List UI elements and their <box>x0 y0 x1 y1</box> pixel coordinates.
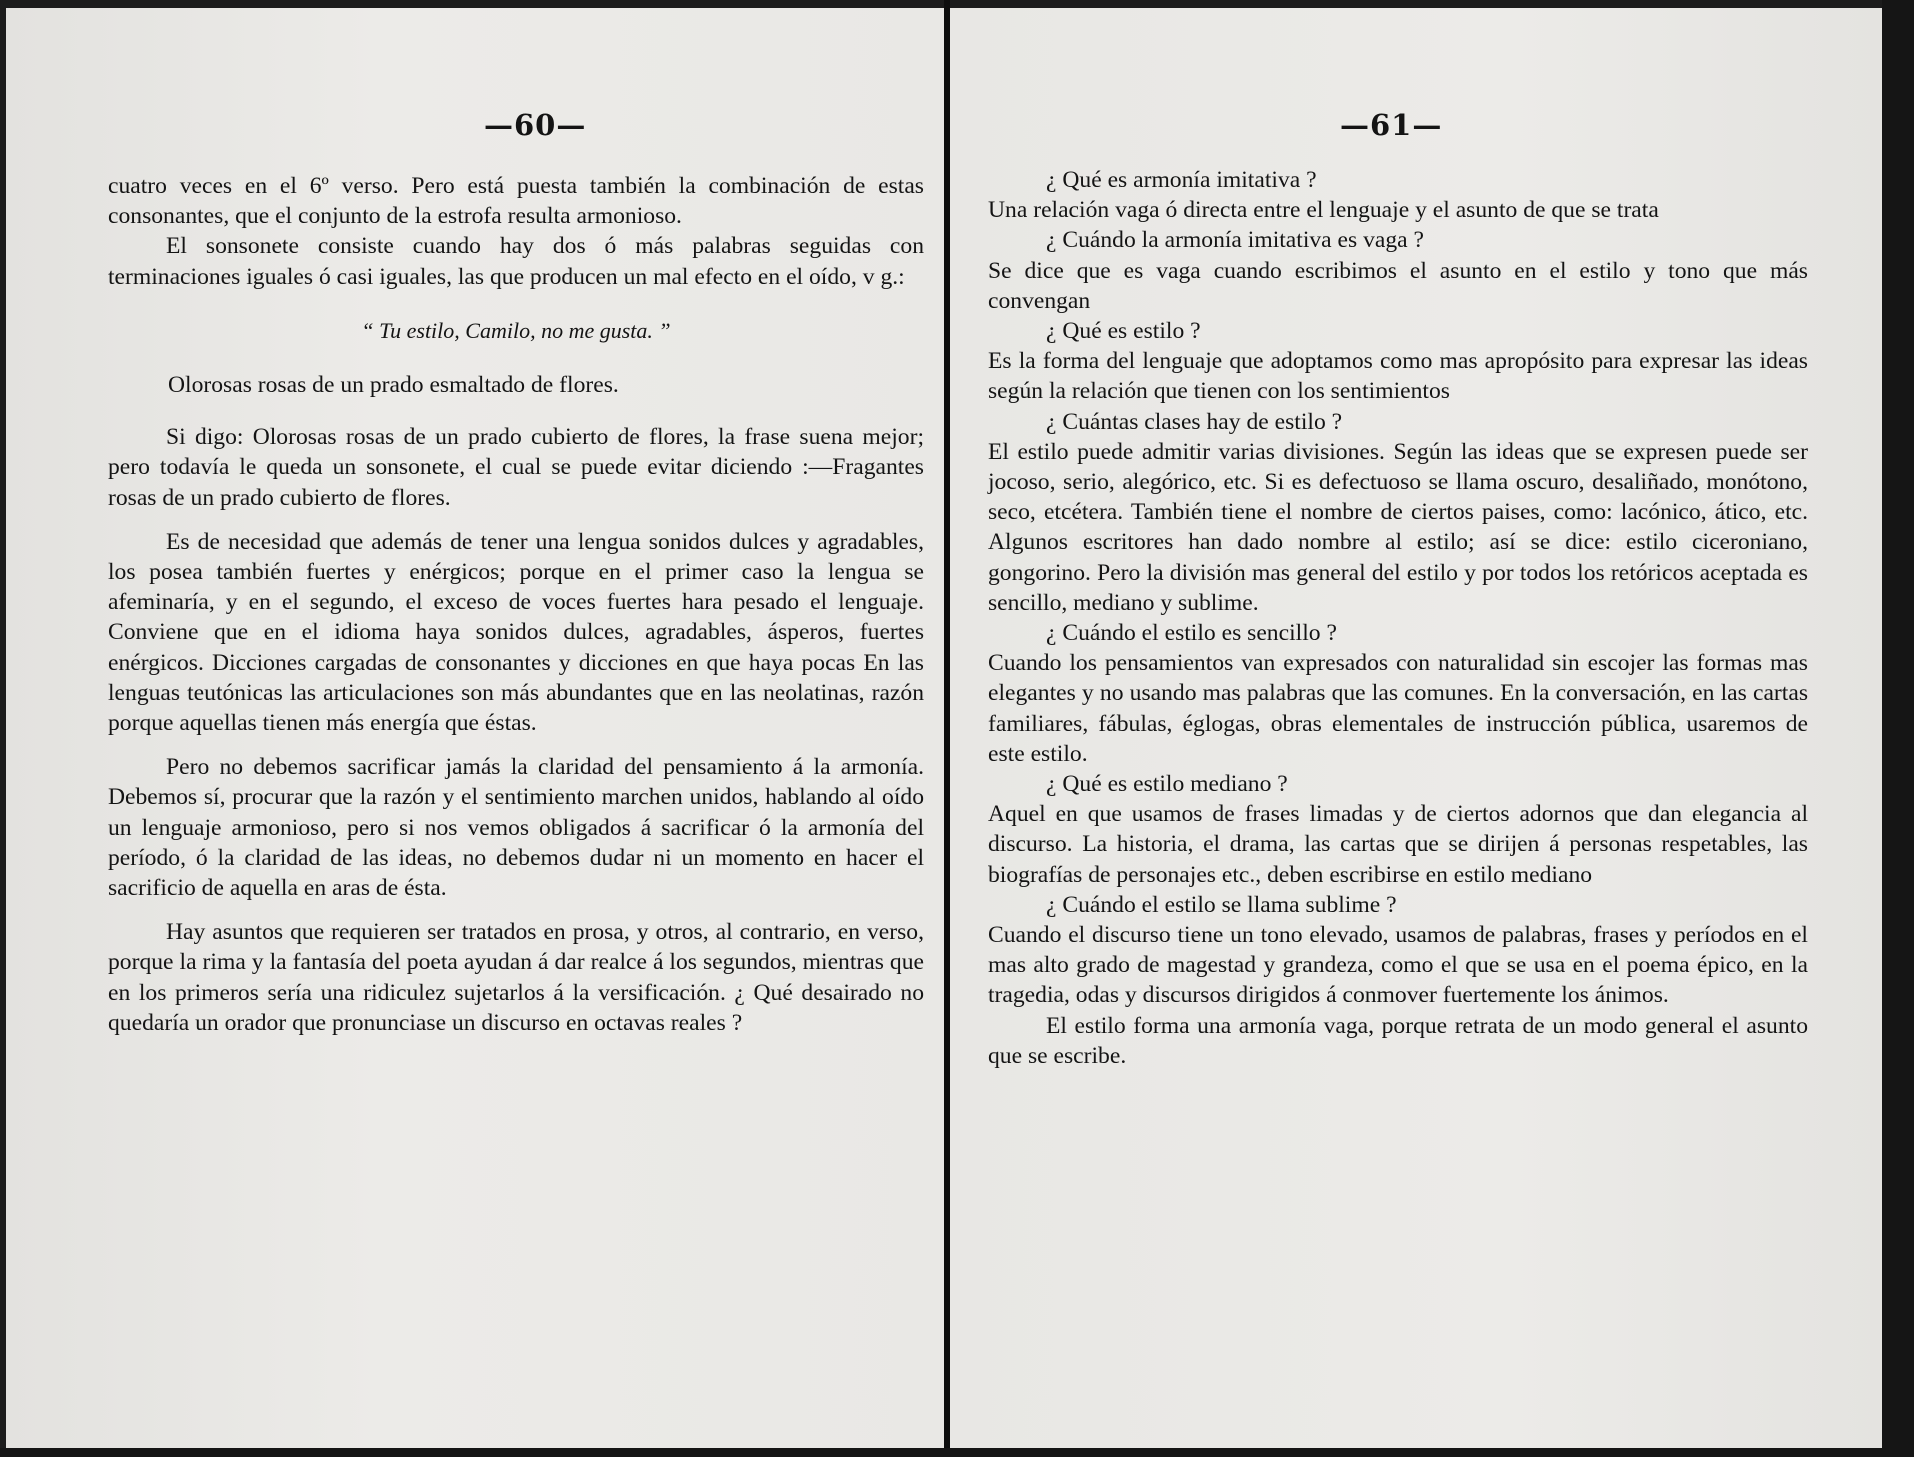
answer: El estilo puede admitir varias divisiones. Según las ideas que se expresen puede ser jocoso, serio, alegórico, etc. Si es defectuoso se llama oscuro, desaliñado, monótono, seco, etcétera. También tiene el nombre de ciertos paises, como: lacónico, ático, etc. Algunos escritores han dado nombre al estilo; así se dice: estilo ciceroniano, gongorino. Pero la división mas general del estilo y por todos los retóricos aceptada es sencillo, mediano y sublime. <box>988 438 1808 616</box>
question: ¿ Cuándo la armonía imitativa es vaga ? <box>1046 227 1425 254</box>
paragraph: Es de necesidad que además de tener una lengua sonidos dulces y agradables, los posea también fuertes y enérgicos; porque en el primer caso la lengua se afeminaría, y en el segundo, el exceso de voces fuertes hara pesado el lenguaje. Conviene que en el idioma haya sonidos dulces, agradables, ásperos, fuertes enérgicos. Dicciones cargadas de consonantes y dicciones en que haya pocas En las lenguas teutónicas las articulaciones son más abundantes que en las neolatinas, razón porque aquellas tienen más energía que éstas. <box>108 528 924 737</box>
question: ¿ Qué es estilo mediano ? <box>1046 771 1288 798</box>
question: ¿ Qué es estilo ? <box>1046 318 1201 345</box>
right-page-text <box>988 165 1808 1071</box>
paragraph: cuatro veces en el 6º verso. Pero está puesta también la combinación de estas consonantes, que el conjunto de la estrofa resulta armonioso. <box>108 173 924 230</box>
paragraph: Si digo: Olorosas rosas de un prado cubierto de flores, la frase suena mejor; pero todavía le queda un sonsonete, el cual se puede evitar diciendo :—Fragantes rosas de un prado cubierto de flores. <box>108 424 924 511</box>
answer: Aquel en que usamos de frases limadas y de ciertos adornos que dan elegancia al discurso. La historia, el drama, las cartas que se dirijen á personas respetables, las biografías de personajes etc., deben escribirse en estilo mediano <box>988 801 1808 888</box>
right-page <box>950 8 1882 1448</box>
paragraph: El sonsonete consiste cuando hay dos ó más palabras seguidas con terminaciones iguales ó casi iguales, las que producen un mal efecto en el oído, v g.: <box>108 233 924 290</box>
left-page <box>6 8 944 1448</box>
paragraph: Hay asuntos que requieren ser tratados en prosa, y otros, al contrario, en verso, porque la rima y la fantasía del poeta ayudan á dar realce á los segundos, mientras que en los primeros sería una ridiculez sujetarlos á la versificación. ¿ Qué desairado no quedaría un orador que pronunciase un discurso en octavas reales ? <box>108 919 924 1036</box>
question: ¿ Cuándo el estilo es sencillo ? <box>1046 620 1337 647</box>
question: ¿ Cuántas clases hay de estilo ? <box>1046 408 1343 435</box>
verse-example: “ Tu estilo, Camilo, no me gusta. ” <box>361 317 671 343</box>
question: ¿ Cuándo el estilo se llama sublime ? <box>1046 891 1397 918</box>
answer: Cuando el discurso tiene un tono elevado, usamos de palabras, frases y períodos en el mas alto grado de magestad y grandeza, como el que se usa en el poema épico, en la tragedia, odas y discursos dirigidos á conmover fuertemente los ánimos. <box>988 922 1808 1009</box>
page-number: —61— <box>1340 108 1443 142</box>
answer: Es la forma del lenguaje que adoptamos como mas apropósito para expresar las ideas según la relación que tienen con los sentimientos <box>988 348 1808 405</box>
answer: Se dice que es vaga cuando escribimos el asunto en el estilo y tono que más convengan <box>988 257 1808 314</box>
question: ¿ Qué es armonía imitativa ? <box>1046 167 1317 193</box>
example-line: Olorosas rosas de un prado esmaltado de flores. <box>168 372 619 399</box>
answer: Cuando los pensamientos van expresados con naturalidad sin escojer las formas mas elegantes y no usando mas palabras que las comunes. En la conversación, en las cartas familiares, fábulas, églogas, obras elementales de instrucción pública, usaremos de este estilo. <box>988 650 1808 767</box>
answer: Una relación vaga ó directa entre el lenguaje y el asunto de que se trata <box>988 197 1659 224</box>
page-number: —60— <box>484 108 587 142</box>
scan-edge-right <box>1882 0 1914 1457</box>
paragraph: El estilo forma una armonía vaga, porque retrata de un modo general el asunto que se escribe. <box>988 1012 1808 1069</box>
paragraph: Pero no debemos sacrificar jamás la claridad del pensamiento á la armonía. Debemos sí, procurar que la razón y el sentimiento marchen unidos, hablando al oído un lenguaje armonioso, pero si nos vemos obligados á sacrificar ó la armonía del período, ó la claridad de las ideas, no debemos dudar ni un momento en hacer el sacrificio de aquella en aras de ésta. <box>108 754 924 902</box>
scan-edge-bottom <box>0 1448 1914 1457</box>
left-page-text <box>108 171 924 1038</box>
